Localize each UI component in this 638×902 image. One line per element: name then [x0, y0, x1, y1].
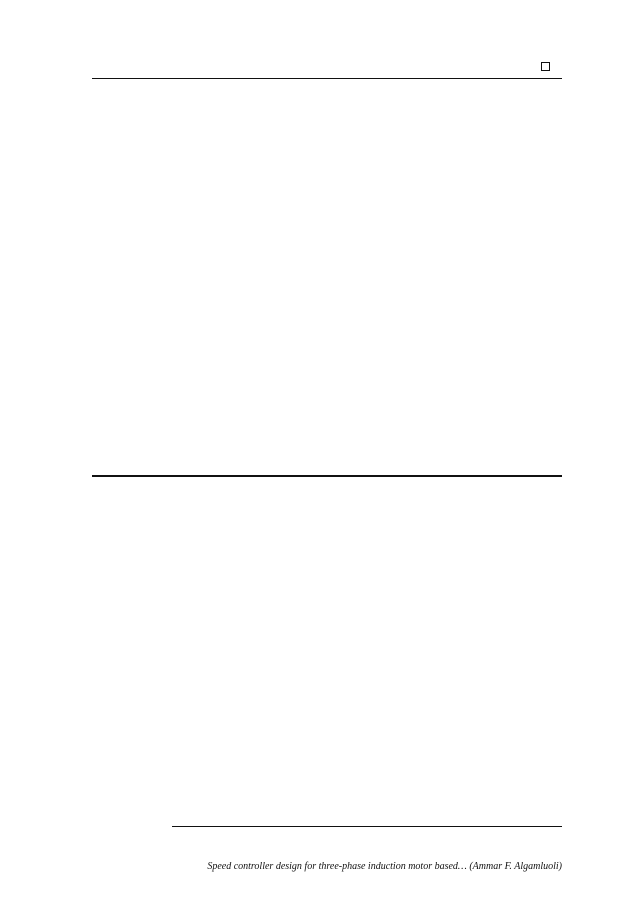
col-header-technique — [92, 476, 408, 477]
running-header — [92, 62, 562, 78]
table-3 — [92, 475, 562, 477]
figure-18 — [140, 245, 515, 415]
col-header-settling — [408, 476, 494, 477]
page-number-group — [541, 62, 562, 73]
col-header-itse — [494, 476, 562, 477]
footer-rule — [172, 826, 562, 827]
figure-19 — [140, 640, 512, 800]
square-bullet-icon — [541, 62, 550, 71]
running-footer: Speed controller design for three-phase induction motor based… (Ammar F. Algamluoli) — [207, 861, 562, 872]
table-header-row — [92, 476, 562, 477]
header-rule — [92, 78, 562, 79]
